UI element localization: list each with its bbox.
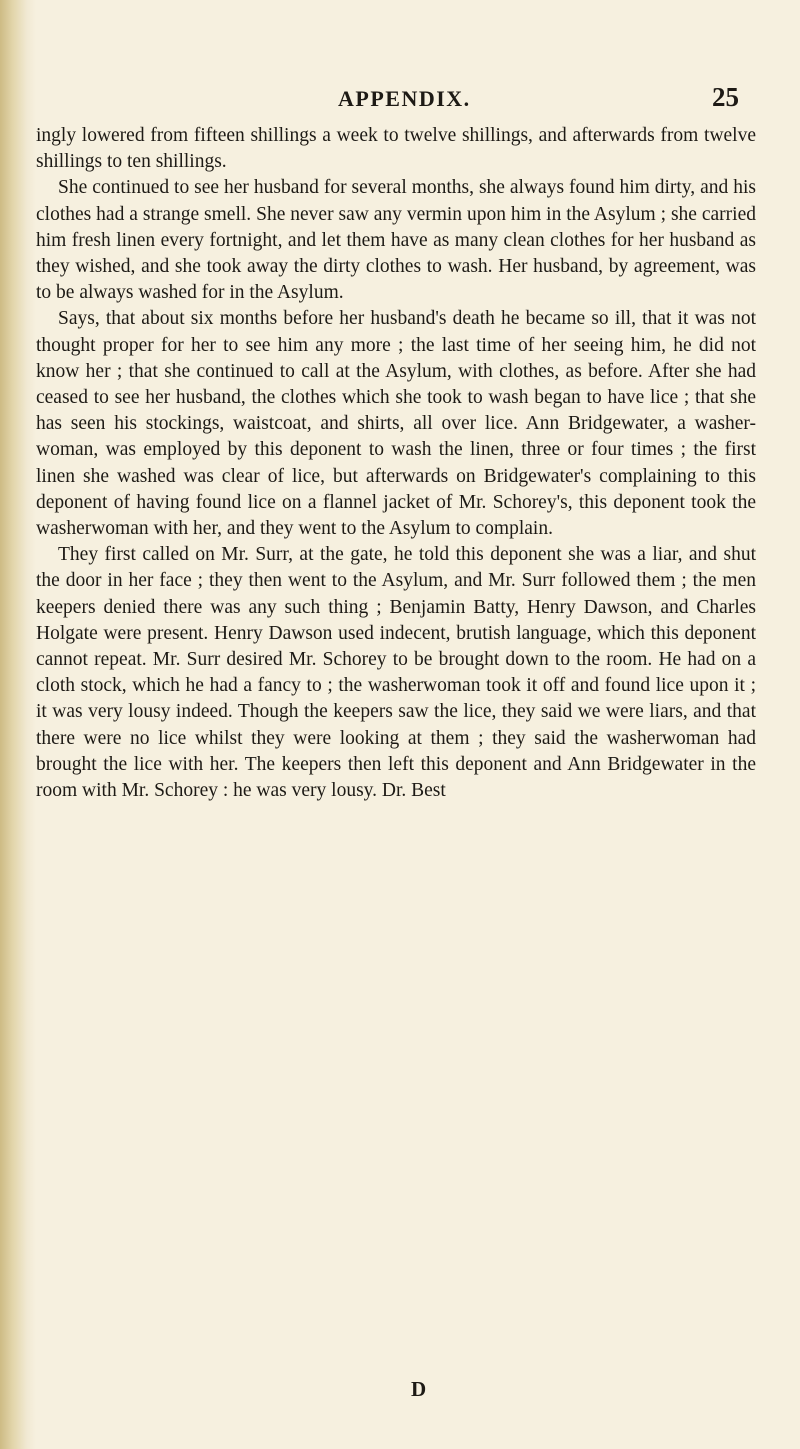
- paragraph: They first called on Mr. Surr, at the gate, he told this deponent she was a liar, and shut the door in her face ; they then went to the Asylum, and Mr. Surr followed them ; the men keepers denied there was any such thing ; Benjamin Batty, Henry Dawson, and Charles Holgate were present. Henry Dawson used indecent, brutish language, which this deponent cannot repeat. Mr. Surr desired Mr. Schorey to be brought down to the room. He had on a cloth stock, which he had a fancy to ; the washerwoman took it off and found lice upon it ; it was very lousy indeed. Though the keepers saw the lice, they said we were liars, and that there were no lice whilst they were looking at them ; they said the washerwoman had brought the lice with her. The keepers then left this deponent and Ann Bridgewater in the room with Mr. Schorey : he was very lousy. Dr. Best: [36, 544, 756, 802]
- paragraph: Says, that about six months before her husband's death he became so ill, that it was not thought proper for her to see him any more ; the last time of her seeing him, he did not know her ; that she continued to call at the Asylum, with clothes, as before. After she had ceased to see her husband, the clothes which she took to wash began to have lice ; that she has seen his stockings, waistcoat, and shirts, all over lice. Ann Bridgewater, a washer-woman, was employed by this deponent to wash the linen, three or four times ; the first linen she washed was clear of lice, but afterwards on Bridgewater's complaining to this deponent of having found lice on a flannel jacket of Mr. Schorey's, this deponent took the washerwoman with her, and they went to the Asylum to complain.: [36, 308, 756, 540]
- paragraph-continuation: ingly lowered from fifteen shillings a week to twelve shillings, and afterwards from twelve shillings to ten shillings.: [36, 125, 756, 173]
- page-number: 25: [712, 82, 739, 112]
- page-header: [0, 82, 800, 118]
- paragraph: She continued to see her husband for several months, she always found him dirty, and his clothes had a strange smell. She never saw any vermin upon him in the Asylum ; she carried him fresh linen every fortnight, and let them have as many clean clothes for her husband as they wished, and she took away the dirty clothes to wash. Her husband, by agreement, was to be always washed for in the Asylum.: [36, 177, 756, 304]
- signature-mark: D: [411, 1377, 427, 1401]
- running-head: APPENDIX.: [338, 86, 471, 111]
- body-text: [36, 123, 756, 804]
